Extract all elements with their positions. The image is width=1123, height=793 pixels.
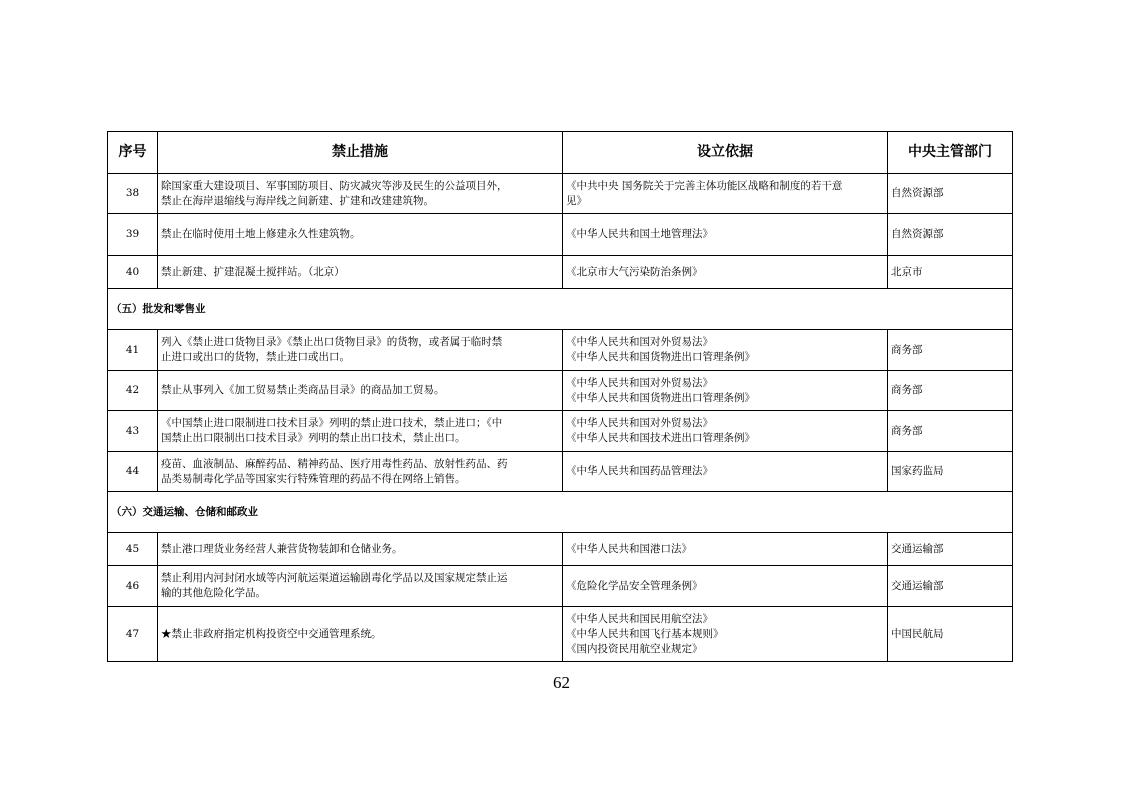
- row-basis: 《中华人民共和国药品管理法》: [563, 452, 888, 492]
- row-no: 42: [108, 371, 158, 411]
- page-number: 62: [553, 673, 570, 692]
- header-row: [108, 132, 1013, 174]
- row-dept: 交通运输部: [888, 566, 1013, 607]
- row-basis: 《中共中央 国务院关于完善主体功能区战略和制度的若干意 见》: [563, 174, 888, 214]
- table-row: [108, 330, 1013, 371]
- row-dept: 交通运输部: [888, 533, 1013, 566]
- row-no: 40: [108, 256, 158, 289]
- row-basis: 《中华人民共和国港口法》: [563, 533, 888, 566]
- table-row: [108, 452, 1013, 492]
- row-no: 39: [108, 214, 158, 256]
- row-no: 43: [108, 411, 158, 452]
- header-basis: 设立依据: [563, 132, 888, 174]
- table-row: [108, 607, 1013, 662]
- row-dept: 国家药监局: [888, 452, 1013, 492]
- row-basis: 《中华人民共和国对外贸易法》 《中华人民共和国货物进出口管理条例》: [563, 371, 888, 411]
- row-dept: 自然资源部: [888, 214, 1013, 256]
- row-measure: 《中国禁止进口限制进口技术目录》列明的禁止进口技术，禁止进口；《中 国禁止出口限制出口技术目录》列明的禁止出口技术，禁止出口。: [158, 411, 563, 452]
- prohibited-measures-table: [107, 131, 1013, 662]
- header-dept: 中央主管部门: [888, 132, 1013, 174]
- table-row: [108, 256, 1013, 289]
- table-row: [108, 174, 1013, 214]
- section-title: （六）交通运输、仓储和邮政业: [108, 492, 1013, 533]
- header-no: 序号: [108, 132, 158, 174]
- row-dept: 北京市: [888, 256, 1013, 289]
- row-basis: 《危险化学品安全管理条例》: [563, 566, 888, 607]
- row-measure: 禁止港口理货业务经营人兼营货物装卸和仓储业务。: [158, 533, 563, 566]
- row-basis: 《中华人民共和国对外贸易法》 《中华人民共和国技术进出口管理条例》: [563, 411, 888, 452]
- section-row: [108, 289, 1013, 330]
- row-no: 45: [108, 533, 158, 566]
- section-title: （五）批发和零售业: [108, 289, 1013, 330]
- table-row: [108, 533, 1013, 566]
- row-measure: ★禁止非政府指定机构投资空中交通管理系统。: [158, 607, 563, 662]
- row-measure: 禁止新建、扩建混凝土搅拌站。（北京）: [158, 256, 563, 289]
- row-no: 46: [108, 566, 158, 607]
- table-row: [108, 371, 1013, 411]
- row-dept: 商务部: [888, 411, 1013, 452]
- row-measure: 列入《禁止进口货物目录》《禁止出口货物目录》的货物，或者属于临时禁 止进口或出口的货物，禁止进口或出口。: [158, 330, 563, 371]
- row-no: 44: [108, 452, 158, 492]
- table-row: [108, 214, 1013, 256]
- row-measure: 禁止利用内河封闭水域等内河航运渠道运输剧毒化学品以及国家规定禁止运 输的其他危险化学品。: [158, 566, 563, 607]
- row-basis: 《中华人民共和国民用航空法》 《中华人民共和国飞行基本规则》 《国内投资民用航空业规定》: [563, 607, 888, 662]
- table-row: [108, 566, 1013, 607]
- section-row: [108, 492, 1013, 533]
- header-measure: 禁止措施: [158, 132, 563, 174]
- row-dept: 中国民航局: [888, 607, 1013, 662]
- row-no: 38: [108, 174, 158, 214]
- row-measure: 禁止从事列入《加工贸易禁止类商品目录》的商品加工贸易。: [158, 371, 563, 411]
- row-measure: 除国家重大建设项目、军事国防项目、防灾减灾等涉及民生的公益项目外， 禁止在海岸退缩线与海岸线之间新建、扩建和改建建筑物。: [158, 174, 563, 214]
- row-dept: 商务部: [888, 371, 1013, 411]
- row-measure: 禁止在临时使用土地上修建永久性建筑物。: [158, 214, 563, 256]
- row-no: 41: [108, 330, 158, 371]
- row-measure: 疫苗、血液制品、麻醉药品、精神药品、医疗用毒性药品、放射性药品、药 品类易制毒化学品等国家实行特殊管理的药品不得在网络上销售。: [158, 452, 563, 492]
- row-basis: 《中华人民共和国土地管理法》: [563, 214, 888, 256]
- table-row: [108, 411, 1013, 452]
- row-no: 47: [108, 607, 158, 662]
- row-dept: 自然资源部: [888, 174, 1013, 214]
- row-basis: 《中华人民共和国对外贸易法》 《中华人民共和国货物进出口管理条例》: [563, 330, 888, 371]
- row-basis: 《北京市大气污染防治条例》: [563, 256, 888, 289]
- row-dept: 商务部: [888, 330, 1013, 371]
